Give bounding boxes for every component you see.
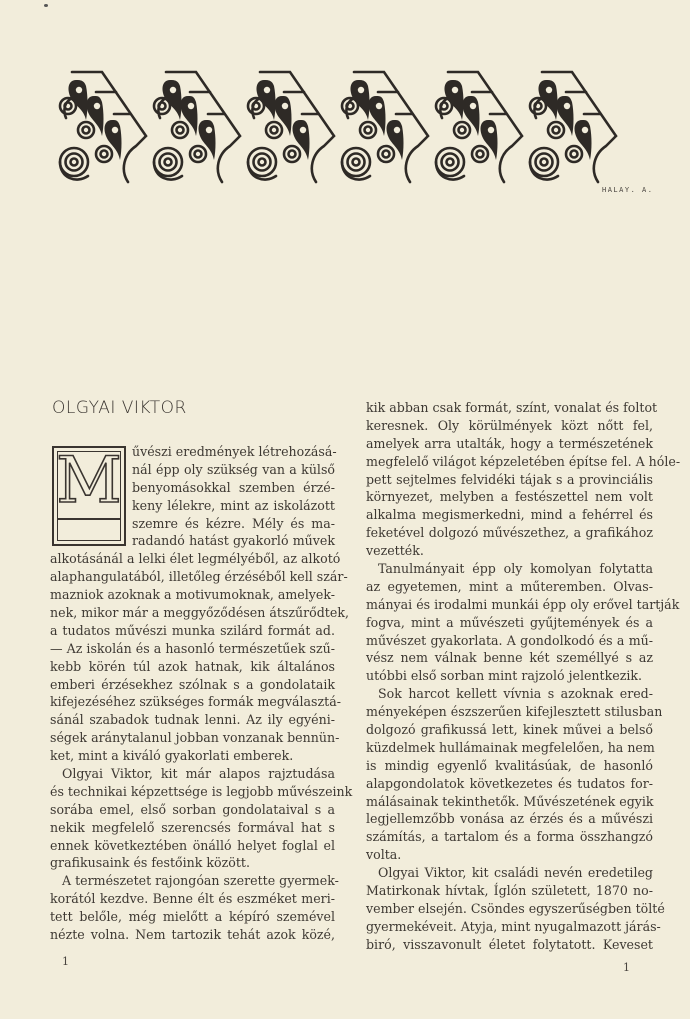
text-line: ket, mint a kiváló gyakorlati emberek. [50, 748, 294, 764]
ornament-motif [60, 72, 146, 182]
text-line: és technikai képzettsége is legjobb művészeink [50, 783, 353, 799]
text-line: legjellemzőbb vonása az érzés és a művészi [366, 811, 653, 827]
drop-cap-letter: M [56, 444, 122, 518]
article-title: OLGYAI VIKTOR [52, 398, 187, 418]
text-line: Tanulmányait épp oly komolyan folytatta [378, 561, 653, 577]
page-number-left: 1 [62, 955, 69, 968]
text-line: keny lélekre, mint az iskolázott [132, 497, 335, 513]
text-line: vész nem válnak benne két személlyé s az [366, 650, 653, 666]
text-line: űvészi eredmények létrehozásá- [132, 444, 337, 459]
text-line: nek, mikor már a meggyőződésen átszűrődtek, [50, 605, 349, 621]
text-line: alapgondolatok következetes és tudatos for- [366, 775, 653, 791]
text-line: sorába emel, első sorban gondolataival s a [50, 801, 335, 817]
text-line: művészet gyakorlata. A gondolkodó és a mű- [366, 632, 653, 648]
text-line: kebb körén túl azok hatnak, kik általános [50, 658, 335, 674]
text-line: amelyek arra utalták, hogy a természetének [366, 435, 653, 451]
text-line: radandó hatást gyakorló művek [132, 533, 335, 549]
text-line: korától kezdve. Benne élt és eszméket meri- [50, 891, 335, 907]
ornament-motif [436, 72, 522, 182]
page-number-right: 1 [623, 961, 630, 974]
text-line: Olgyai Viktor, kit családi nevén eredetileg [378, 865, 653, 881]
text-line: málásainak tekinthetők. Művészetének egyik [366, 793, 654, 809]
text-line: számítás, a tartalom és a forma összhangzó [366, 829, 653, 845]
text-line: alkotásánál a lelki élet legmélyéből, az alkotó [50, 551, 341, 567]
text-line: alaphangulatából, illetőleg érzéséből kell szár- [50, 569, 348, 585]
text-line: grafikusaink és festőink között. [50, 855, 250, 871]
text-line: nekik megfelelő szerencsés formával hat s [50, 819, 335, 835]
text-line: emberi érzésekhez szólnak s a gondolataik [50, 676, 335, 692]
text-line: megfelelő világot képzeletében építse fel. A hóle- [366, 453, 681, 469]
text-line: A természetet rajongóan szerette gyermek- [62, 873, 339, 889]
text-line: szemre és kézre. Mély és ma- [132, 515, 335, 531]
decorative-ornament-band [58, 66, 638, 196]
ornament-motif [248, 72, 334, 182]
text-line: Olgyai Viktor, kit már alapos rajztudása [62, 766, 335, 782]
text-line: Matirkonak hívtak, Íglón született, 1870 no- [366, 883, 653, 899]
artist-signature: HALAY. A. [602, 186, 654, 194]
left-text-column [50, 443, 353, 944]
text-line: tett belőle, még mielőtt a képíró szemével [50, 909, 335, 925]
text-line: kifejezéséhez szükséges formák megválasztá- [50, 694, 341, 710]
text-line: utóbbi első sorban mint rajzoló jelentkezik. [366, 668, 642, 684]
right-text-column [366, 399, 681, 954]
text-line: alkalma megismerkedni, mind a fehérrel és [366, 507, 653, 523]
text-line: a tudatos művészi munka szilárd formát ad. [50, 622, 335, 638]
text-line: biró, visszavonult életet folytatott. Keveset [366, 936, 653, 952]
text-line: feketével dolgozó művészethez, a grafikához [366, 525, 653, 541]
ornament-motif [530, 72, 616, 182]
text-line: gyermekéveit. Atyja, mint nyugalmazott járás- [366, 918, 661, 934]
text-line: — Az iskolán és a hasonló természetűek szű- [50, 640, 335, 656]
text-line: kik abban csak formát, színt, vonalat és foltot [366, 400, 658, 415]
text-line: dolgozó grafikussá lett, kinek művei a belső [366, 722, 653, 738]
text-line: keresnek. Oly körülmények közt nőtt fel, [366, 417, 653, 433]
text-line: sánál szabadok tudnak lenni. Az ily egyéni- [50, 712, 335, 728]
text-line: ennek következtében önálló helyet foglal el [50, 837, 335, 853]
text-line: küzdelmek hullámainak megfelelően, ha nem [366, 739, 655, 755]
text-line: fogva, mint a művészeti gyűjtemények és a [366, 614, 653, 630]
text-line: Sok harcot kellett vívnia s azoknak ered- [378, 686, 653, 702]
text-line: mányai és irodalmi munkái épp oly erővel tartják [366, 596, 680, 612]
text-line: volta. [366, 847, 402, 863]
text-line: ségek aránytalanul jobban vonzanak bennün- [50, 730, 340, 746]
text-line: környezet, melyben a festészettel nem volt [366, 489, 653, 505]
ornament-motif [342, 72, 428, 182]
text-line: vezették. [366, 543, 424, 559]
text-line: nál épp oly szükség van a külső [132, 461, 335, 477]
text-line: pett sejtelmes felvidéki tájak s a provinciális [366, 471, 653, 487]
text-line: is mindig egyenlő kvalitásúak, de hasonló [366, 757, 653, 773]
text-line: mazniok azoknak a motivumoknak, amelyek- [50, 587, 335, 603]
text-line: ményeképen észszerűen kifejlesztett stilusban [366, 704, 663, 720]
text-line: vember elsején. Csöndes egyszerűségben tölté [366, 900, 665, 916]
print-speck [44, 4, 48, 7]
text-line: benyomásokkal szemben érzé- [132, 479, 335, 495]
text-line: az egyetemen, mint a műteremben. Olvas- [366, 578, 653, 594]
ornament-motif [154, 72, 240, 182]
text-line: nézte volna. Nem tartozik tehát azok közé, [50, 927, 335, 943]
